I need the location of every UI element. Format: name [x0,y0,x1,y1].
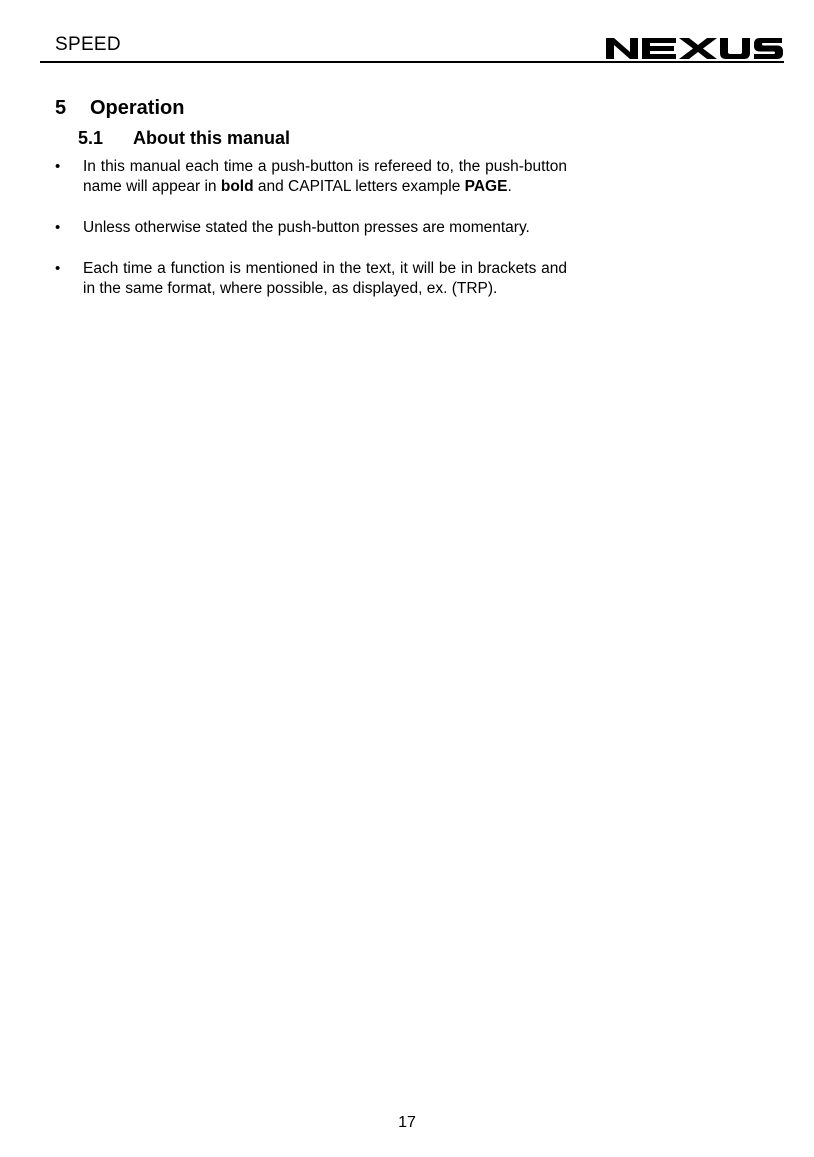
section-heading [55,97,184,120]
bullet-list [55,157,567,320]
nexus-logo [604,36,784,60]
bullet-icon: • [55,158,61,175]
bold-term: PAGE [464,178,508,195]
bullet-text: In this manual each time a push-button is refereed to, the push-button name will appear in [83,158,567,195]
bullet-text: Each time a function is mentioned in the text, it will be in brackets and in the same format, where possible, as displayed, ex. (TRP). [83,260,567,297]
bullet-item [55,218,567,238]
bullet-item [55,157,567,197]
bullet-text: . [507,178,512,195]
bullet-text: Unless otherwise stated the push-button presses are momentary. [83,219,530,236]
bold-term: bold [220,178,254,195]
section-title-text: Operation [90,97,185,119]
page-number: 17 [398,1114,416,1131]
bullet-icon: • [55,260,61,277]
section-number: 5 [55,97,67,119]
bullet-icon: • [55,219,61,236]
bullet-text: and CAPITAL letters example [253,178,465,195]
bullet-item [55,259,567,299]
page-header [40,30,784,62]
subsection-title-text: About this manual [133,128,290,148]
subsection-number: 5.1 [78,128,104,148]
subsection-heading [78,128,290,149]
header-rule [40,61,784,63]
running-title: SPEED [55,34,121,55]
